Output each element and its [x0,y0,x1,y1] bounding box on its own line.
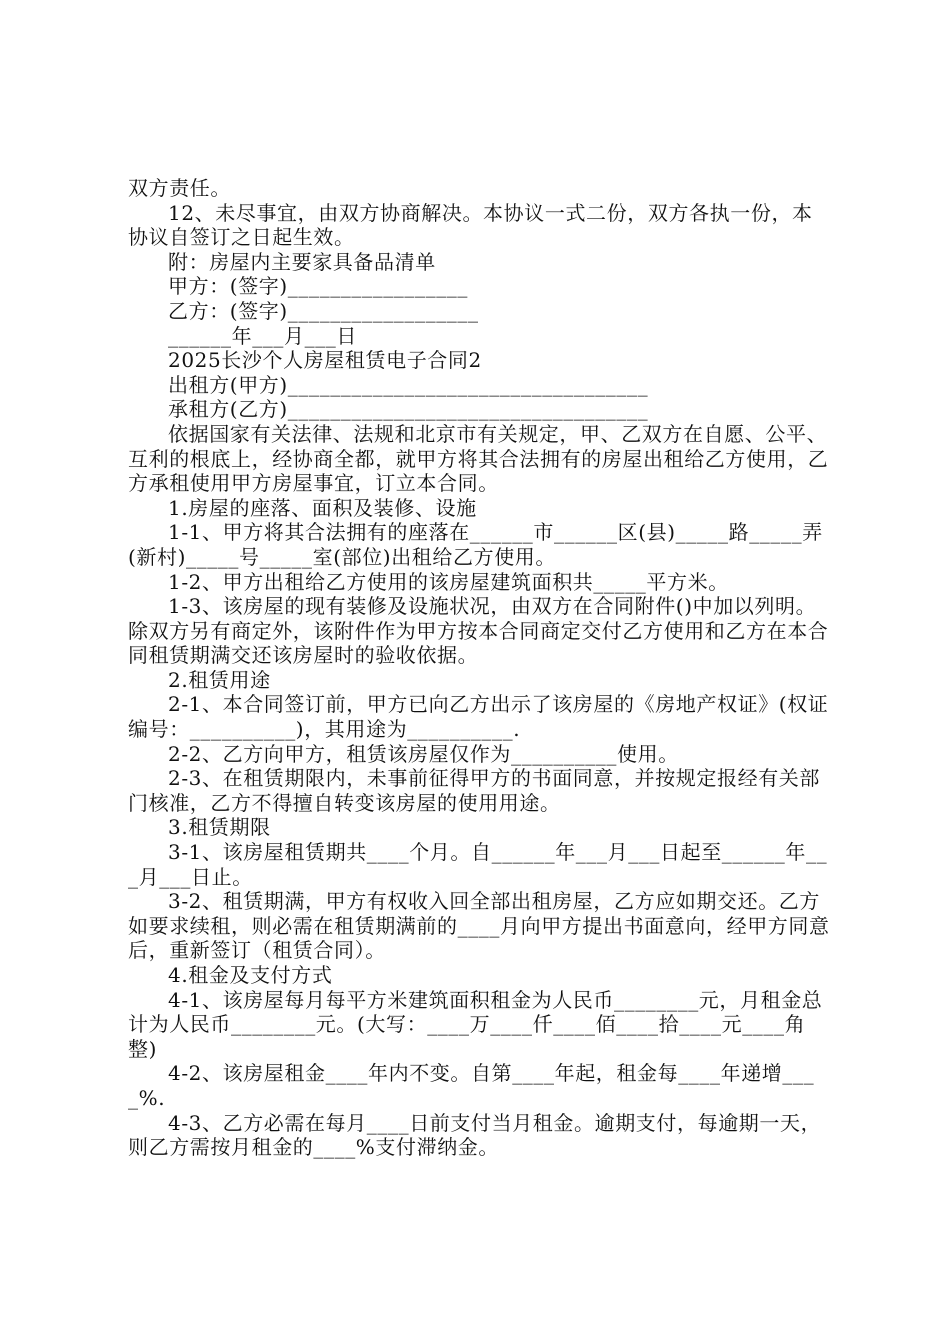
contract-title: 2025长沙个人房屋租赁电子合同2 [168,348,482,373]
clause-paragraph: 3-1、该房屋租赁期共____个月。自______年___月___日起至______年___月___日止。 [128,840,828,889]
clause-paragraph: 1-3、该房屋的现有装修及设施状况，由双方在合同附件()中加以列明。除双方另有商定外，该附件作为甲方按本合同商定交付乙方使用和乙方在本合同租赁期满交还该房屋时的验收依据。 [128,594,829,668]
section-heading: 2.租赁用途 [168,667,271,692]
clause-paragraph: 4-3、乙方必需在每月____日前支付当月租金。逾期支付，每逾期一天，则乙方需按月租金的____%支付滞纳金。 [128,1110,822,1160]
party-b-signature: 乙方：(签字)__________________ [168,298,479,323]
section-heading: 1.房屋的座落、面积及装修、设施 [168,495,477,520]
preamble-paragraph: 依据国家有关法律、法规和北京市有关规定，甲、乙双方在自愿、公平、互利的根底上，经协商全都，就甲方将其合法拥有的房屋出租给乙方使用，乙方承租使用甲方房屋事宜，订立本合同。 [128,421,829,496]
lessor-field: 出租方(甲方)__________________________________ [168,372,649,397]
clause-paragraph: 4-2、该房屋租金____年内不变。自第____年起，租金每____年递增____%. [128,1061,815,1110]
clause-paragraph: 2-1、本合同签订前，甲方已向乙方出示了该房屋的《房地产权证》(权证编号：__________)，其用途为__________. [128,692,829,742]
attachment-note: 附：房屋内主要家具备品清单 [168,249,436,274]
paragraph: 12、未尽事宜，由双方协商解决。本协议一式二份，双方各执一份，本协议自签订之日起生效。 [128,200,813,250]
clause-paragraph: 2-2、乙方向甲方，租赁该房屋仅作为__________使用。 [168,741,679,766]
clause-paragraph: 1-2、甲方出租给乙方使用的该房屋建筑面积共_____平方米。 [168,569,729,594]
section-heading: 4.租金及支付方式 [168,963,333,987]
clause-paragraph: 3-2、租赁期满，甲方有权收入回全部出租房屋，乙方应如期交还。乙方如要求续租，则必需在租赁期满前的____月向甲方提出书面意向，经甲方同意后，重新签订（租赁合同）。 [128,889,830,963]
clause-paragraph: 1-1、甲方将其合法拥有的座落在______市______区(县)_____路_____弄(新村)_____号_____室(部位)出租给乙方使用。 [128,520,823,569]
document-body [128,176,832,1160]
clause-paragraph: 4-1、该房屋每月每平方米建筑面积租金为人民币________元，月租金总计为人民币________元。(大写：____万____仟____佰____拾____元____角整) [128,987,823,1061]
signing-date: ______年___月___日 [168,323,357,348]
party-a-signature: 甲方：(签字)_________________ [168,274,469,299]
section-heading: 3.租赁期限 [168,815,271,840]
paragraph: 双方责任。 [128,176,231,200]
clause-paragraph: 2-3、在租赁期限内，未事前征得甲方的书面同意，并按规定报经有关部门核准，乙方不得擅自转变该房屋的使用用途。 [128,766,821,815]
lessee-field: 承租方(乙方)__________________________________ [168,397,649,422]
